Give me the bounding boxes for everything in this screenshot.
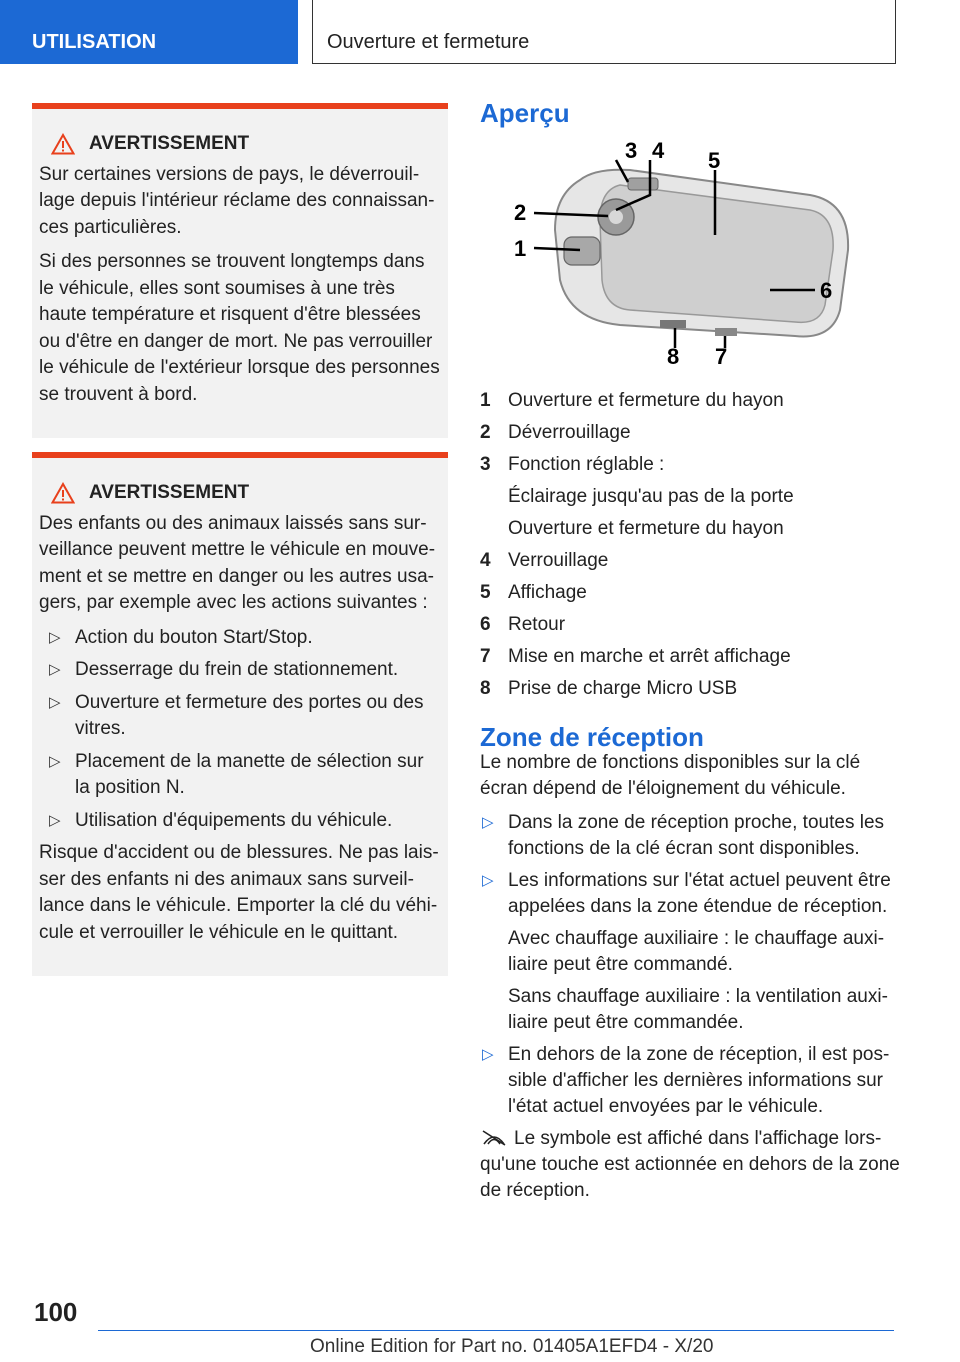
legend-item: 2 Déverrouillage: [480, 422, 631, 443]
left-column: [32, 103, 448, 990]
legend-item: 8 Prise de charge Micro USB: [480, 678, 738, 699]
bullet-triangle-icon: ▷: [49, 811, 61, 829]
legend-item: 5 Affichage: [480, 582, 587, 603]
section-heading: Aperçu: [480, 98, 570, 128]
list-item-text: Utilisation d'équipements du véhicule.: [75, 809, 393, 831]
warning-paragraph: Si des personnes se trouvent longtemps dans le véhicule, elles sont soumises à une très haute température et risquent d'être blessées ou d'être en danger de mort. Ne pas verrouiller le véhicule de l'extérieur lorsque des personnes se trouvent à bord.: [39, 251, 440, 405]
lock-button: [628, 178, 658, 190]
symbol-note: Le symbole est affiché dans l'affichage lorsqu'une touche est actionnée en dehors de la zone de réception.: [480, 1128, 900, 1201]
tailgate-button: [564, 237, 600, 265]
list-item-text: Placement de la manette de sélection sur la position N.: [75, 750, 424, 798]
legend-subitem: Éclairage jusqu'au pas de la porte: [508, 486, 794, 507]
list-item: [39, 749, 440, 802]
list-item: [39, 690, 440, 743]
warning-box: [32, 103, 448, 438]
warning-triangle-icon: [51, 482, 75, 504]
bullet-triangle-icon: ▷: [49, 661, 61, 678]
legend-item: 3 Fonction réglable :: [480, 454, 665, 475]
paragraph: Le nombre de fonctions disponibles sur la clé écran dépend de l'éloignement du véhicule.: [480, 752, 861, 799]
warning-list: [39, 625, 440, 835]
key-illustration: [510, 140, 860, 368]
warning-paragraph: Risque d'accident ou de blessures. Ne pas laisser des enfants ni des animaux sans surveillance dans le véhicule. Emporter la clé du véhicule et verrouiller le véhicule en le quittant.: [39, 842, 439, 943]
warning-box: [32, 452, 448, 976]
callout-label: 8: [667, 344, 680, 368]
callout-label: 2: [514, 200, 527, 225]
bullet-triangle-icon: ▷: [49, 628, 61, 646]
footer-edition: Online Edition for Part no. 01405A1EFD4 - X/20: [310, 1336, 714, 1357]
list-item: [39, 808, 440, 835]
list-item-text: Ouverture et fermeture des portes ou des vitres.: [75, 691, 424, 739]
warning-paragraph: Des enfants ou des animaux laissés sans surveillance peuvent mettre le véhicule en mouvement et se mettre en danger ou les autres usagers, par exemple avec les actions suivantes :: [39, 512, 436, 613]
callout-label: 6: [820, 278, 833, 303]
warning-title: AVERTISSEMENT: [89, 482, 250, 503]
section-tab: UTILISATION: [0, 0, 298, 64]
callout-label: 3: [625, 140, 638, 163]
list-item-text: Desserrage du frein de stationnement.: [75, 659, 399, 680]
bullet-triangle-icon: ▷: [482, 872, 494, 889]
legend-item: 6 Retour: [480, 614, 566, 635]
list-item: ▷ Les informations sur l'état actuel peuvent être appelées dans la zone étendue de réception. Avec chauffage auxiliaire : le chauffage auxiliaire peut être commandé. Sans chauffage auxiliaire : la ventilation auxiliaire peut être commandée.: [480, 868, 900, 1036]
callout-label: 5: [708, 148, 721, 173]
bullet-triangle-icon: ▷: [49, 752, 61, 770]
list-subtext: Avec chauffage auxiliaire : le chauffage auxiliaire peut être commandé.: [508, 928, 885, 975]
warning-title: AVERTISSEMENT: [89, 133, 250, 154]
legend-item: 1 Ouverture et fermeture du hayon: [480, 390, 784, 411]
legend-subitem: Ouverture et fermeture du hayon: [508, 518, 784, 539]
bullet-triangle-icon: ▷: [482, 814, 494, 831]
legend-list: [480, 388, 900, 702]
list-item: ▷ Dans la zone de réception proche, toutes les fonctions de la clé écran sont disponibles.: [482, 812, 885, 859]
list-item: [39, 657, 440, 684]
legend-item: 4 Verrouillage: [480, 550, 609, 571]
list-item-text: Action du bouton Start/Stop.: [75, 626, 313, 648]
list-subtext: Sans chauffage auxiliaire : la ventilation auxiliaire peut être commandée.: [508, 986, 888, 1033]
warning-header: [39, 480, 440, 507]
legend-item: 7 Mise en marche et arrêt affichage: [480, 646, 791, 667]
footer-divider: [98, 1330, 894, 1331]
right-column: [480, 100, 900, 1212]
page-number: 100: [34, 1297, 78, 1327]
callout-label: 7: [715, 344, 728, 368]
bullet-triangle-icon: ▷: [482, 1046, 494, 1063]
warning-paragraph: Sur certaines versions de pays, le déverrouillage depuis l'intérieur réclame des connaissances particulières.: [39, 163, 435, 238]
section-heading: Zone de réception: [480, 722, 704, 752]
chapter-title: Ouverture et fermeture: [312, 0, 896, 64]
list-item: ▷ En dehors de la zone de réception, il est possible d'afficher les dernières informations sur l'état actuel envoyées par le véhicule.: [482, 1044, 890, 1117]
zone-list: [480, 810, 900, 1120]
callout-label: 4: [652, 140, 665, 163]
list-item: [39, 625, 440, 652]
no-signal-icon: [480, 1128, 508, 1146]
usb-port: [660, 320, 686, 328]
warning-triangle-icon: [51, 133, 75, 155]
bullet-triangle-icon: ▷: [49, 693, 61, 711]
display-switch: [715, 328, 737, 336]
warning-header: [39, 131, 440, 158]
callout-label: 1: [514, 236, 527, 261]
